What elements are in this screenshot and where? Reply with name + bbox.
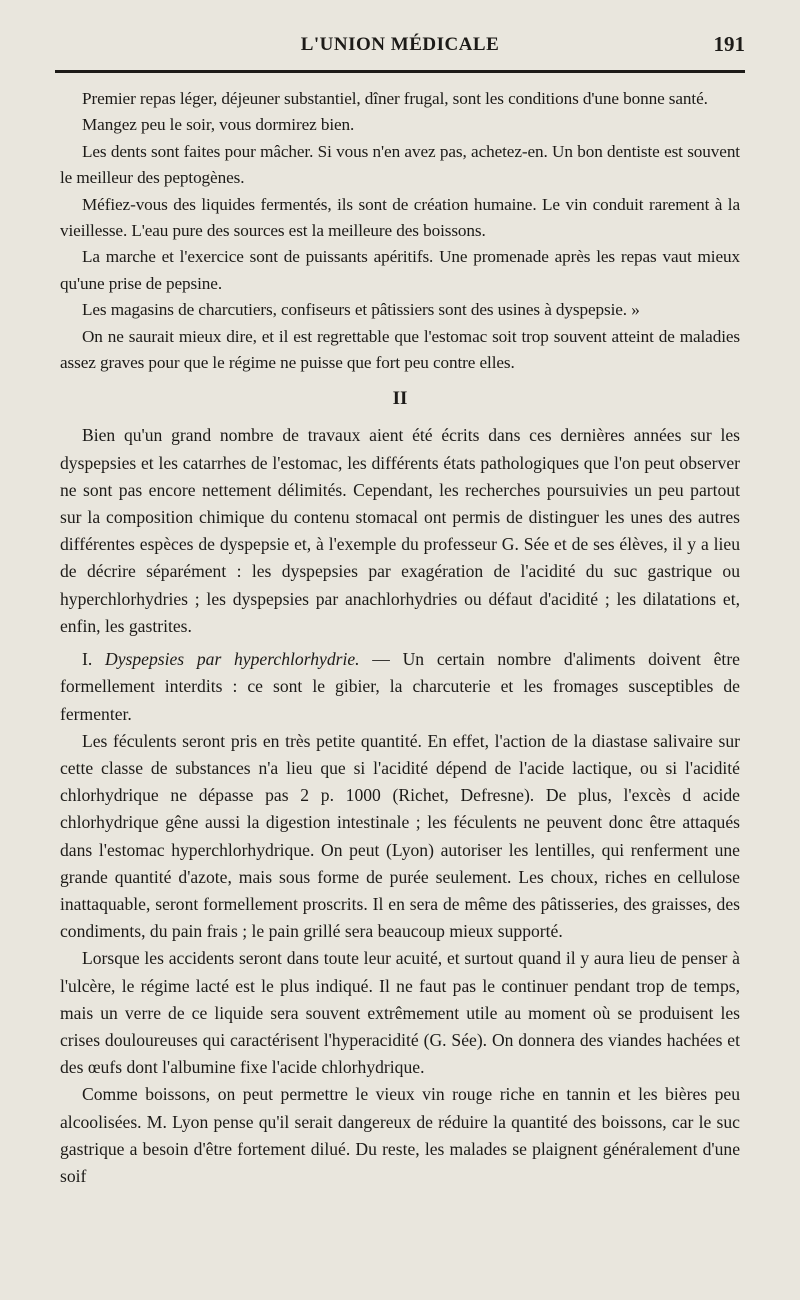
paragraph: La marche et l'exercice sont de puissants apéritifs. Une promenade après les repas vaut mieux qu'une prise de pepsine.: [60, 247, 740, 293]
paragraph: Mangez peu le soir, vous dormirez bien.: [82, 115, 355, 135]
paragraph: Les féculents seront pris en très petite quantité. En effet, l'action de la diastase salivaire sur cette classe de substances n'a lieu que si l'acidité dépend de l'acide lactique, ou si l'acidité chlorhydrique ne dépasse pas 2 p. 1000 (Richet, Defresne). De plus, l'excès d acide chlorhydrique gêne aussi la digestion intestinale ; les féculents ne peuvent donc être attaqués dans l'estomac hyperchlorhydrique. On peut (Lyon) autoriser les lentilles, qui renferment une grande quantité d'azote, mais sous forme de purée seulement. Les choux, riches en cellulose inattaquable, seront formellement proscrits. Il en sera de même des pâtisseries, des graisses, des condiments, du pain frais ; le pain grillé sera beaucoup mieux supporté.: [60, 730, 740, 942]
subsection-number: I.: [82, 649, 93, 670]
paragraph: Lorsque les accidents seront dans toute leur acuité, et surtout quand il y aura lieu de penser à l'ulcère, le régime lacté est le plus indiqué. Il ne faut pas le continuer pendant trop de temps, mais un verre de ce liquide sera souvent extrêmement utile au moment où se produisent les crises douloureuses qui caractérisent l'hyperacidité (G. Sée). On donnera des viandes hachées et des œufs dont l'albumine fixe l'acide chlorhydrique.: [60, 948, 740, 1078]
running-title: L'UNION MÉDICALE: [300, 34, 500, 55]
subsection-lead: — Un certain nombre d'aliments doivent être formellement interdits : ce sont le gibier, la charcuterie et les fromages susceptibles de fermenter.: [60, 649, 740, 724]
body-text: [60, 86, 740, 1190]
paragraph: On ne saurait mieux dire, et il est regrettable que l'estomac soit trop souvent atteint de maladies assez graves pour que le régime ne puisse que fort peu contre elles.: [60, 326, 740, 373]
header-rule: [55, 70, 745, 73]
quoted-maxims: [60, 86, 740, 376]
section-heading: II: [392, 388, 408, 410]
subsection-paragraph: [60, 646, 740, 728]
section-intro-paragraph: Bien qu'un grand nombre de travaux aient été écrits dans ces dernières années sur les dyspepsies et les catarrhes de l'estomac, les différents états pathologiques que l'on peut observer ne sont pas encore nettement délimités. Cependant, les recherches poursuivies un peu partout sur la composition chimique du contenu stomacal ont permis de distinguer les unes des autres différentes espèces de dyspepsie et, à l'exemple du professeur G. Sée et de ses élèves, il y a lieu de décrire séparément : les dyspepsies par exagération de l'acidité du suc gastrique ou hyperchlorhydries ; les dyspepsies par anachlorhydries ou défaut d'acidité ; les dilatations et, enfin, les gastrites.: [60, 425, 740, 636]
paragraph: Comme boissons, on peut permettre le vieux vin rouge riche en tannin et les bières peu alcoolisées. M. Lyon pense qu'il serait dangereux de réduire la quantité des boissons, car le suc gastrique a besoin d'être fortement dilué. Du reste, les malades se plaignent généralement d'une soif: [60, 1084, 740, 1186]
subsection-title: Dyspepsies par hyperchlorhydrie.: [104, 649, 360, 670]
paragraph: Les dents sont faites pour mâcher. Si vous n'en avez pas, achetez-en. Un bon dentiste est souvent le meilleur des peptogènes.: [60, 141, 740, 188]
paragraph: Méfiez-vous des liquides fermentés, ils sont de création humaine. Le vin conduit rarement à la vieillesse. L'eau pure des sources est la meilleure des boissons.: [60, 194, 740, 241]
page-number: 191: [713, 32, 745, 56]
page-header: [55, 30, 745, 60]
paragraph: Les magasins de charcutiers, confiseurs et pâtissiers sont des usines à dyspepsie. »: [82, 300, 640, 320]
paragraph: Premier repas léger, déjeuner substantiel, dîner frugal, sont les conditions d'une bonne santé.: [82, 89, 708, 108]
